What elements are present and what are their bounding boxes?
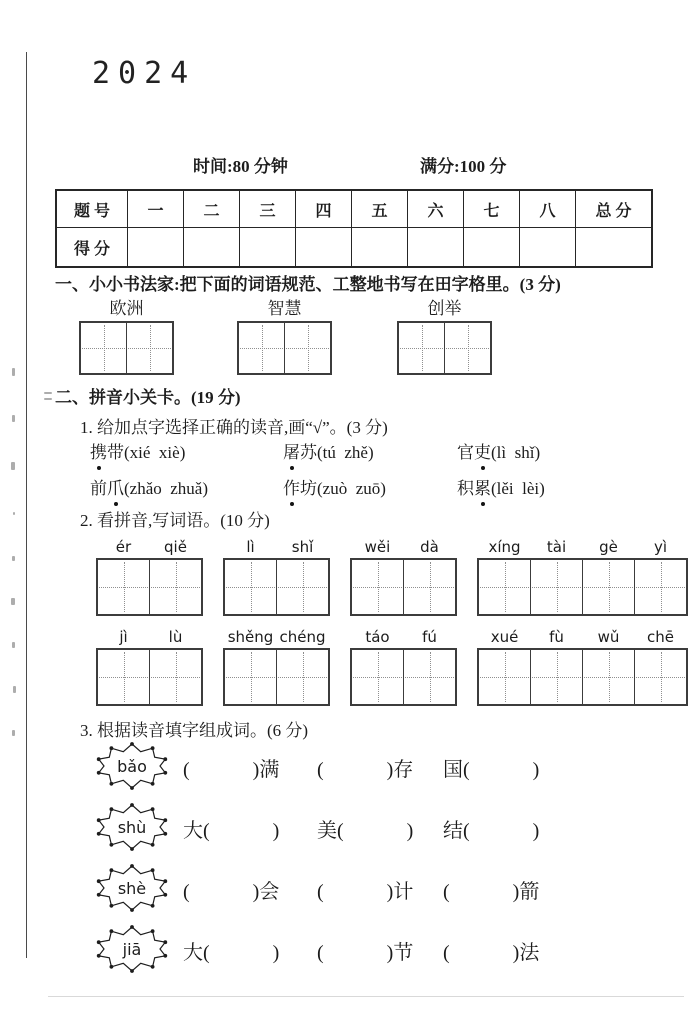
pinyin-label-row [98, 623, 202, 647]
score-table-header-cell: 总 分 [576, 190, 653, 228]
tianzige-cell [404, 560, 455, 614]
pinyin-label-row [98, 533, 202, 557]
fill-blank: 大( ) [183, 942, 280, 964]
q3-title: 3. 根据读音填字组成词。(6 分) [80, 721, 309, 740]
reading-word-before: 前 [90, 479, 107, 498]
reading-choice-item [457, 441, 545, 465]
tianzige-grid [223, 648, 330, 706]
score-table-header-cell: 八 [520, 190, 576, 228]
q1-title: 1. 给加点字选择正确的读音,画“√”。(3 分) [80, 418, 388, 437]
seal-edge-mark [12, 642, 15, 648]
pinyin-syllable: chéng [279, 628, 326, 646]
tianzige-grid [477, 648, 688, 706]
pinyin-write-row [96, 623, 688, 706]
seal-edge-mark [12, 368, 15, 376]
fill-word-row [0, 924, 690, 976]
tianzige-cell [277, 650, 328, 704]
fill-blank: 美( ) [317, 820, 414, 842]
tianzige-cell [352, 560, 404, 614]
tianzige-cell [635, 560, 686, 614]
reading-options: 坊(zuò zuō) [300, 479, 386, 498]
reading-choice-item [90, 477, 283, 501]
reading-options: (zhǎo zhuǎ) [124, 479, 209, 498]
pinyin-word-group [223, 533, 330, 616]
tianzige-grid [397, 321, 492, 375]
fill-blank: ( )箭 [443, 881, 540, 903]
seal-edge-mark [13, 512, 15, 515]
pinyin-syllable: fù [549, 628, 564, 646]
score-cell-empty [464, 228, 520, 268]
tianzige-cell [583, 650, 635, 704]
tianzige-cell [635, 650, 686, 704]
tianzige-cell [399, 323, 445, 373]
fill-blank: ( )会 [183, 881, 280, 903]
seal-edge-mark [44, 398, 52, 400]
full-score-label: 满分:100 分 [420, 157, 507, 176]
tianzige-cell [277, 560, 328, 614]
tianzige-grid [237, 321, 332, 375]
pinyin-write-row [96, 533, 688, 616]
pinyin-word-group [477, 533, 688, 616]
pinyin-syllable: qiě [164, 538, 187, 556]
pinyin-label-row [225, 533, 329, 557]
pinyin-syllable: lì [246, 538, 255, 556]
pinyin-label-row [479, 623, 687, 647]
reading-dotted-char: 爪 [107, 477, 124, 501]
pinyin-bubble [94, 924, 170, 974]
score-table [55, 189, 653, 268]
reading-choice-item [283, 477, 457, 501]
tianzige-cell [150, 650, 201, 704]
score-cell-empty [520, 228, 576, 268]
score-cell-empty [296, 228, 352, 268]
tianzige-cell [150, 560, 201, 614]
tianzige-cell [285, 323, 330, 373]
seal-edge-mark [44, 392, 52, 394]
score-table-corner-cell: 题 号 [56, 190, 128, 228]
bubble-pinyin: shè [117, 878, 147, 898]
fill-blank: 结( ) [443, 820, 540, 842]
tianzige-grid [79, 321, 174, 375]
tianzige-cell [98, 650, 150, 704]
fill-word-row [0, 802, 690, 854]
score-table-header-cell: 二 [184, 190, 240, 228]
score-table-header-cell: 一 [128, 190, 184, 228]
tianzige-cell [445, 323, 490, 373]
score-table-header-cell: 五 [352, 190, 408, 228]
pinyin-word-group [350, 623, 457, 706]
score-cell-empty [184, 228, 240, 268]
reading-dotted-char: 累 [474, 477, 491, 501]
pinyin-syllable: lù [168, 628, 183, 646]
reading-choice-item [457, 477, 545, 501]
time-limit-label: 时间:80 分钟 [193, 157, 288, 176]
pinyin-syllable: wǔ [597, 628, 620, 646]
copy-word-group [397, 297, 492, 375]
bubble-pinyin: jiā [122, 939, 142, 959]
tianzige-cell [81, 323, 127, 373]
tianzige-grid [223, 558, 330, 616]
bubble-pinyin: shù [117, 817, 147, 837]
tianzige-cell [531, 650, 583, 704]
pinyin-syllable: shěng [227, 628, 274, 646]
pinyin-word-group [223, 623, 330, 706]
tianzige-cell [479, 650, 531, 704]
q2-title: 2. 看拼音,写词语。(10 分) [80, 511, 270, 530]
pinyin-label-row [352, 623, 456, 647]
reading-options: (lì shǐ) [491, 443, 541, 462]
score-table-header-cell: 三 [240, 190, 296, 228]
reading-word-before: 积 [457, 479, 474, 498]
score-table-header-row [56, 190, 652, 228]
tianzige-cell [98, 560, 150, 614]
reading-dotted-char: 屠 [283, 441, 300, 465]
pinyin-word-group [477, 623, 688, 706]
fill-word-row [0, 741, 690, 793]
pinyin-label-row [225, 623, 329, 647]
pinyin-label-row [479, 533, 687, 557]
section1-title: 一、小小书法家:把下面的词语规范、工整地书写在田字格里。(3 分) [55, 275, 561, 294]
pinyin-bubble [94, 741, 170, 791]
pinyin-bubble [94, 863, 170, 913]
reading-options: 苏(tú zhě) [300, 443, 374, 462]
reading-dotted-char: 携 [90, 441, 107, 465]
tianzige-cell [239, 323, 285, 373]
copy-word-label: 欧洲 [109, 299, 144, 318]
fill-blank: ( )法 [443, 942, 540, 964]
score-row-label: 得 分 [56, 228, 128, 268]
tianzige-grid [350, 648, 457, 706]
pinyin-syllable: jì [119, 628, 128, 646]
bubble-pinyin: bǎo [117, 756, 147, 776]
pinyin-syllable: chē [647, 628, 674, 646]
score-table-header-cell: 四 [296, 190, 352, 228]
score-cell-empty [352, 228, 408, 268]
seal-edge-mark [12, 415, 15, 422]
pinyin-syllable: gè [599, 538, 618, 556]
q1-reading-items [90, 441, 545, 501]
fill-blank: ( )满 [183, 759, 280, 781]
pinyin-syllable: xué [490, 628, 519, 646]
copy-word-group [237, 297, 332, 375]
pinyin-word-group [96, 623, 203, 706]
reading-word-before: 官 [457, 443, 474, 462]
copy-word-group [79, 297, 174, 375]
tianzige-cell [225, 650, 277, 704]
pinyin-syllable: ér [115, 538, 132, 556]
tianzige-cell [479, 560, 531, 614]
pinyin-syllable: tài [546, 538, 567, 556]
seal-edge-mark [11, 462, 15, 470]
score-cell-empty [128, 228, 184, 268]
score-table-score-row [56, 228, 652, 268]
fill-blank: ( )存 [317, 759, 414, 781]
section2-title: 二、拼音小关卡。(19 分) [55, 388, 241, 407]
tianzige-grid [96, 648, 203, 706]
tianzige-cell [531, 560, 583, 614]
score-cell-empty [576, 228, 653, 268]
pinyin-syllable: shǐ [291, 538, 314, 556]
tianzige-grid [350, 558, 457, 616]
score-cell-empty [408, 228, 464, 268]
pinyin-word-group [350, 533, 457, 616]
reading-options: 带(xié xiè) [107, 443, 186, 462]
pinyin-label-row [352, 533, 456, 557]
reading-dotted-char: 吏 [474, 441, 491, 465]
score-cell-empty [240, 228, 296, 268]
score-table-header-cell: 七 [464, 190, 520, 228]
fill-blank: 大( ) [183, 820, 280, 842]
reading-dotted-char: 作 [283, 477, 300, 501]
seal-edge-mark [11, 598, 15, 605]
copy-word-label: 智慧 [267, 299, 302, 318]
seal-edge-mark [13, 686, 16, 693]
pinyin-syllable: wěi [364, 538, 391, 556]
page-bottom-edge [48, 996, 684, 997]
tianzige-grid [96, 558, 203, 616]
reading-choice-item [283, 441, 457, 465]
pinyin-syllable: fú [422, 628, 437, 646]
seal-edge-mark [12, 730, 15, 736]
fill-blank: ( )节 [317, 942, 414, 964]
year-label: 2024 [92, 56, 197, 91]
fill-word-row [0, 863, 690, 915]
tianzige-cell [404, 650, 455, 704]
pinyin-syllable: táo [365, 628, 390, 646]
reading-choice-item [90, 441, 283, 465]
copy-word-label: 创举 [427, 299, 462, 318]
tianzige-cell [127, 323, 172, 373]
pinyin-word-group [96, 533, 203, 616]
pinyin-syllable: dà [420, 538, 439, 556]
seal-edge-mark [12, 556, 15, 561]
tianzige-grid [477, 558, 688, 616]
tianzige-cell [583, 560, 635, 614]
fill-blank: 国( ) [443, 759, 540, 781]
fill-blank: ( )计 [317, 881, 414, 903]
pinyin-syllable: xíng [488, 538, 521, 556]
tianzige-cell [352, 650, 404, 704]
pinyin-bubble [94, 802, 170, 852]
pinyin-syllable: yì [653, 538, 668, 556]
reading-options: (lěi lèi) [491, 479, 545, 498]
score-table-header-cell: 六 [408, 190, 464, 228]
tianzige-cell [225, 560, 277, 614]
